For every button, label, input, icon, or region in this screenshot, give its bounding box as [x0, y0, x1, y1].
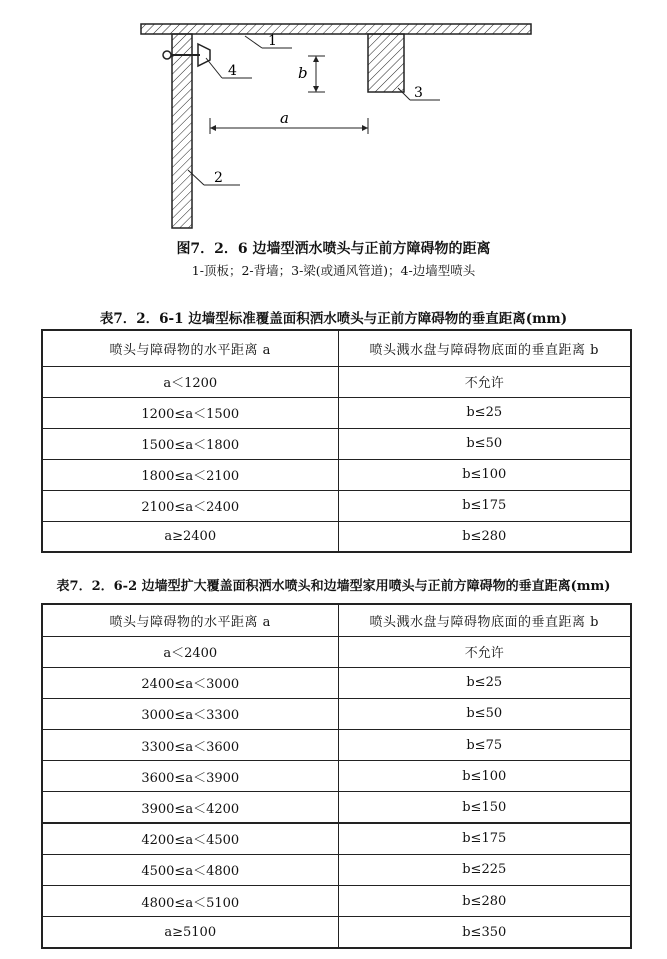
label-a: a [280, 109, 289, 127]
table2-title: 表7．2．6-2 边墙型扩大覆盖面积洒水喷头和边墙型家用喷头与正前方障碍物的垂直距离(mm) [56, 579, 611, 594]
table1-title: 表7．2．6-1 边墙型标准覆盖面积洒水喷头与正前方障碍物的垂直距离(mm) [99, 311, 568, 327]
figure-legend: 1-顶板；2-背墙；3-梁(或通风管道)；4-边墙型喷头 [191, 263, 476, 278]
label-3: 3 [414, 85, 423, 101]
cell-a: 1500≤a＜1800 [42, 428, 338, 459]
cell-a: 2400≤a＜3000 [42, 667, 338, 698]
label-b: b [298, 64, 308, 82]
table-row [42, 667, 631, 698]
cell-a: a＜2400 [42, 636, 338, 667]
cell-b: b≤25 [338, 397, 631, 428]
cell-a: 2100≤a＜2400 [42, 490, 338, 521]
back-wall [172, 34, 192, 228]
cell-a: 3900≤a＜4200 [42, 792, 338, 823]
table-row [42, 854, 631, 885]
cell-b: b≤25 [338, 667, 631, 698]
cell-b: b≤100 [338, 761, 631, 792]
cell-a: 4200≤a＜4500 [42, 823, 338, 854]
cell-a: 1800≤a＜2100 [42, 459, 338, 490]
table-row [42, 366, 631, 397]
cell-a: 3300≤a＜3600 [42, 730, 338, 761]
cell-b: 不允许 [338, 636, 631, 667]
diagram-svg [0, 0, 667, 240]
table-row [42, 459, 631, 490]
cell-b: 不允许 [338, 366, 631, 397]
beam [368, 34, 404, 92]
table2-header-distance-a: 喷头与障碍物的水平距离 a [42, 604, 338, 636]
cell-b: b≤75 [338, 730, 631, 761]
cell-b: b≤175 [338, 490, 631, 521]
sprinkler-diagram [0, 0, 667, 240]
table-row [42, 636, 631, 667]
cell-a: a≥2400 [42, 521, 338, 552]
table1-header-distance-a: 喷头与障碍物的水平距离 a [42, 330, 338, 366]
table-row [42, 521, 631, 552]
table1-header-distance-b: 喷头溅水盘与障碍物底面的垂直距离 b [338, 330, 631, 366]
table2-header-distance-b: 喷头溅水盘与障碍物底面的垂直距离 b [338, 604, 631, 636]
cell-a: 1200≤a＜1500 [42, 397, 338, 428]
cell-b: b≤225 [338, 854, 631, 885]
table-row [42, 792, 631, 823]
ceiling-slab [141, 24, 531, 34]
cell-b: b≤150 [338, 792, 631, 823]
table1 [41, 329, 632, 553]
table-row [42, 698, 631, 729]
cell-a: 4500≤a＜4800 [42, 854, 338, 885]
table2 [41, 603, 632, 949]
label-4: 4 [228, 63, 237, 79]
cell-b: b≤175 [338, 823, 631, 854]
cell-b: b≤280 [338, 886, 631, 917]
cell-a: 3000≤a＜3300 [42, 698, 338, 729]
table-row [42, 886, 631, 917]
table-row [42, 761, 631, 792]
cell-b: b≤350 [338, 917, 631, 948]
cell-b: b≤50 [338, 698, 631, 729]
cell-b: b≤280 [338, 521, 631, 552]
cell-b: b≤100 [338, 459, 631, 490]
table-row [42, 823, 631, 854]
cell-a: a＜1200 [42, 366, 338, 397]
table-row [42, 490, 631, 521]
table-row [42, 397, 631, 428]
figure-title: 图7．2．6 边墙型洒水喷头与正前方障碍物的距离 [176, 241, 491, 257]
cell-a: 3600≤a＜3900 [42, 761, 338, 792]
table-row [42, 730, 631, 761]
label-2: 2 [214, 170, 223, 186]
label-1: 1 [268, 33, 277, 49]
cell-a: a≥5100 [42, 917, 338, 948]
table-row [42, 917, 631, 948]
pipe-end [163, 51, 171, 59]
cell-a: 4800≤a＜5100 [42, 886, 338, 917]
table-row [42, 428, 631, 459]
cell-b: b≤50 [338, 428, 631, 459]
